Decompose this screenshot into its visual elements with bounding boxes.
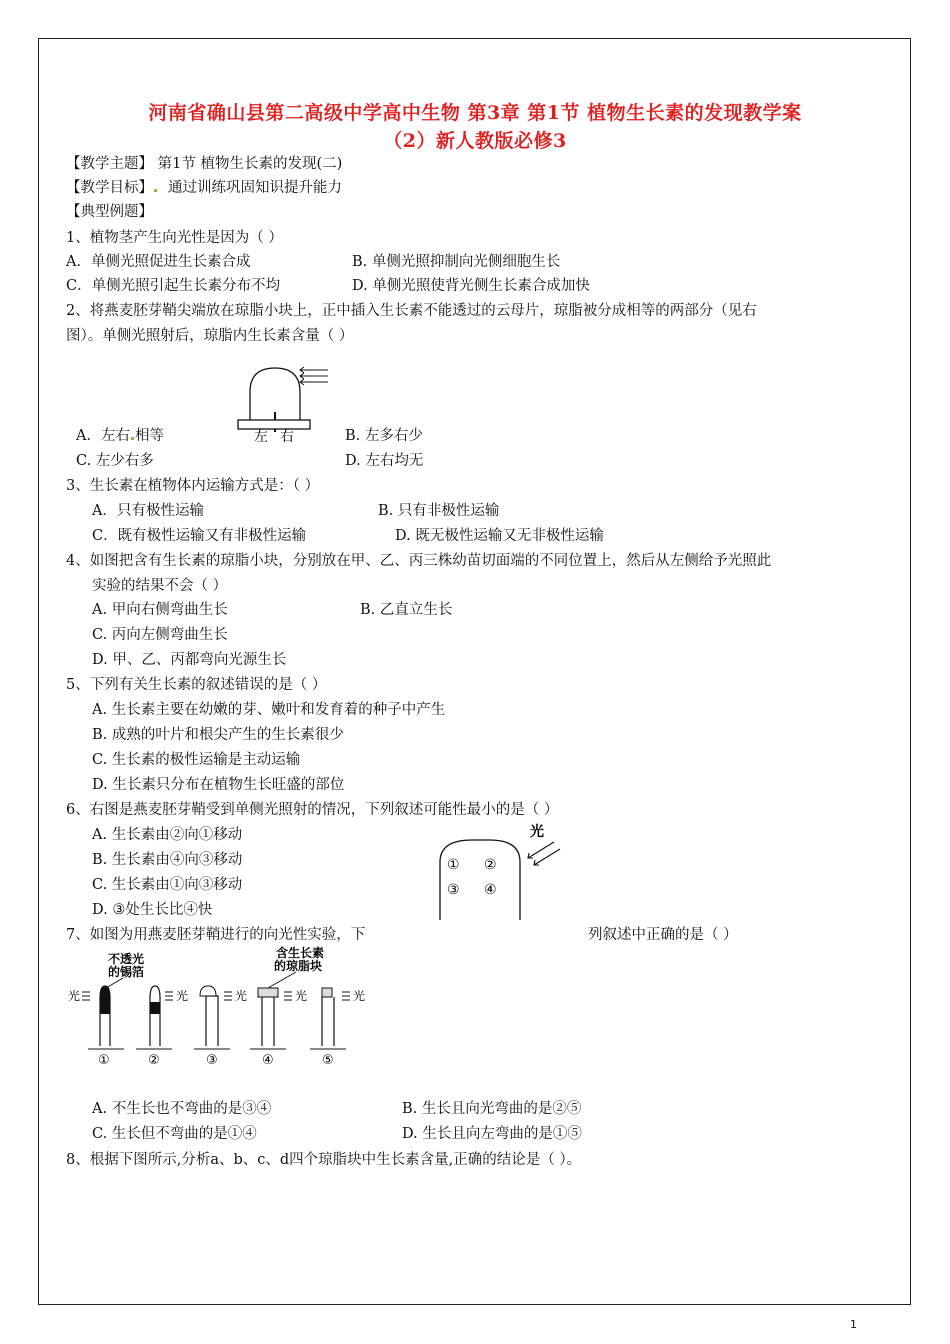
q3-stem: 3、生长素在植物体内运输方式是：（ ） — [66, 478, 320, 494]
q2-figure — [232, 362, 332, 442]
light-label: 光 — [530, 824, 544, 840]
light-label: 光 — [295, 989, 308, 1003]
document-title: 河南省确山县第二高级中学高中生物 第3章 第1节 植物生长素的发现教学案 — [148, 102, 802, 124]
seedling-2 — [136, 986, 188, 1049]
foil-label-2: 的锡箔 — [108, 965, 145, 979]
seedling-number-2: ② — [148, 1053, 160, 1066]
q5-option-b: B. 成熟的叶片和根尖产生的生长素很少 — [92, 727, 344, 743]
seedling-1 — [68, 986, 124, 1049]
pointer-line — [106, 978, 123, 988]
examples-heading: 【典型例题】 — [66, 204, 153, 220]
q3-option-d: D. 既无极性运输又无非极性运输 — [395, 528, 604, 544]
position-2: ② — [484, 857, 497, 873]
q7-option-b: B. 生长且向光弯曲的是②⑤ — [402, 1101, 582, 1117]
agar-block — [238, 420, 310, 429]
q3-option-b: B. 只有非极性运输 — [378, 503, 500, 519]
page-number: 1 — [850, 1318, 857, 1331]
q5-option-a: A. 生长素主要在幼嫩的芽、嫩叶和发育着的种子中产生 — [92, 702, 446, 718]
position-1: ① — [447, 857, 460, 873]
q4-option-b: B. 乙直立生长 — [360, 602, 453, 618]
seedling-number-3: ③ — [206, 1053, 218, 1066]
q2-option-d: D. 左右均无 — [345, 453, 424, 469]
q7-option-a: A. 不生长也不弯曲的是③④ — [92, 1101, 272, 1117]
position-3: ③ — [447, 882, 460, 898]
q6-option-d: D. ③处生长比④快 — [92, 902, 213, 918]
seedling-number-5: ⑤ — [322, 1053, 334, 1066]
seedling-4 — [250, 988, 307, 1049]
q4-option-d: D. 甲、乙、丙都弯向光源生长 — [92, 652, 287, 668]
q2-option-b: B. 左多右少 — [345, 428, 423, 444]
foil-label-1: 不透光 — [108, 952, 145, 966]
seedling-number-4: ④ — [262, 1053, 274, 1066]
light-label: 光 — [176, 989, 189, 1003]
q3-option-a: A．只有极性运输 — [92, 503, 204, 519]
seedling-3 — [194, 986, 247, 1049]
q5-stem: 5、下列有关生长素的叙述错误的是（ ） — [66, 677, 327, 693]
agar-label-1: 含生长素 — [276, 946, 325, 960]
q6-option-c: C. 生长素由①向③移动 — [92, 877, 243, 893]
q7-stem-right: 列叙述中正确的是（ ） — [588, 927, 738, 943]
q6-option-a: A. 生长素由②向①移动 — [92, 827, 243, 843]
q1-option-a: A．单侧光照促进生长素合成 — [66, 254, 251, 270]
q1-option-c: C．单侧光照引起生长素分布不均 — [66, 278, 281, 294]
q6-figure — [432, 822, 582, 922]
q7-stem-left: 7、如图为用燕麦胚芽鞘进行的向光性实验，下 — [66, 927, 366, 943]
q5-option-d: D. 生长素只分布在植物生长旺盛的部位 — [92, 777, 345, 793]
coleoptile — [440, 840, 520, 920]
light-arrows — [300, 367, 328, 385]
seedling-5 — [310, 988, 365, 1049]
q4-stem-line1: 4、如图把含有生长素的琼脂小块，分别放在甲、乙、丙三株幼苗切面端的不同位置上，然后从左侧给予光照此 — [66, 553, 772, 569]
q7-option-d: D. 生长且向左弯曲的是①⑤ — [402, 1126, 582, 1142]
q4-stem-line2: 实验的结果不会（ ） — [92, 578, 228, 594]
q6-stem: 6、右图是燕麦胚芽鞘受到单侧光照射的情况，下列叙述可能性最小的是（ ） — [66, 802, 559, 818]
teaching-goal-text: 通过训练巩固知识提升能力 — [168, 180, 342, 196]
light-label: 光 — [353, 989, 366, 1003]
teaching-goal-label: 【教学目标】 — [66, 180, 153, 196]
q8-stem: 8、根据下图所示,分析a、b、c、d四个琼脂块中生长素含量,正确的结论是（ ）。 — [66, 1152, 582, 1168]
light-label: 光 — [235, 989, 248, 1003]
q1-option-b: B. 单侧光照抑制向光侧细胞生长 — [352, 254, 561, 270]
light-label: 光 — [68, 989, 81, 1003]
q4-option-a: A. 甲向右侧弯曲生长 — [92, 602, 228, 618]
agar-label-2: 的琼脂块 — [274, 959, 323, 973]
q1-stem: 1、植物茎产生向光性是因为（ ） — [66, 230, 283, 246]
q2-option-a-part1: A．左右 — [76, 428, 130, 444]
teaching-topic: 【教学主题】 第1节 植物生长素的发现(二) — [66, 156, 343, 172]
q2-option-a — [76, 427, 164, 445]
document-title-line2: （2）新人教版必修3 — [383, 130, 567, 152]
q3-option-c: C．既有极性运输又有非极性运输 — [92, 528, 307, 544]
q7-figure — [68, 946, 378, 1066]
q4-option-c: C. 丙向左侧弯曲生长 — [92, 627, 228, 643]
q2-stem-line1: 2、将燕麦胚芽鞘尖端放在琼脂小块上，正中插入生长素不能透过的云母片，琼脂被分成相等的两部分（见右 — [66, 303, 757, 319]
mark-dot — [131, 437, 134, 440]
q2-stem-line2: 图）。单侧光照射后，琼脂内生长素含量（ ） — [66, 328, 354, 344]
position-4: ④ — [484, 882, 497, 898]
q6-option-b: B. 生长素由④向③移动 — [92, 852, 243, 868]
light-arrows — [528, 842, 560, 865]
q1-option-d: D. 单侧光照使背光侧生长素合成加快 — [352, 278, 590, 294]
q5-option-c: C. 生长素的极性运输是主动运输 — [92, 752, 301, 768]
teaching-goal — [66, 179, 342, 197]
q2-option-c: C. 左少右多 — [76, 453, 154, 469]
q7-option-c: C. 生长但不弯曲的是①④ — [92, 1126, 257, 1142]
fig-label-right: 右 — [280, 429, 294, 442]
pointer-line — [268, 972, 296, 988]
fig-label-left: 左 — [254, 429, 268, 442]
seedling-number-1: ① — [98, 1053, 110, 1066]
q2-option-a-part2: 相等 — [134, 428, 164, 444]
mark-dot — [154, 189, 157, 192]
